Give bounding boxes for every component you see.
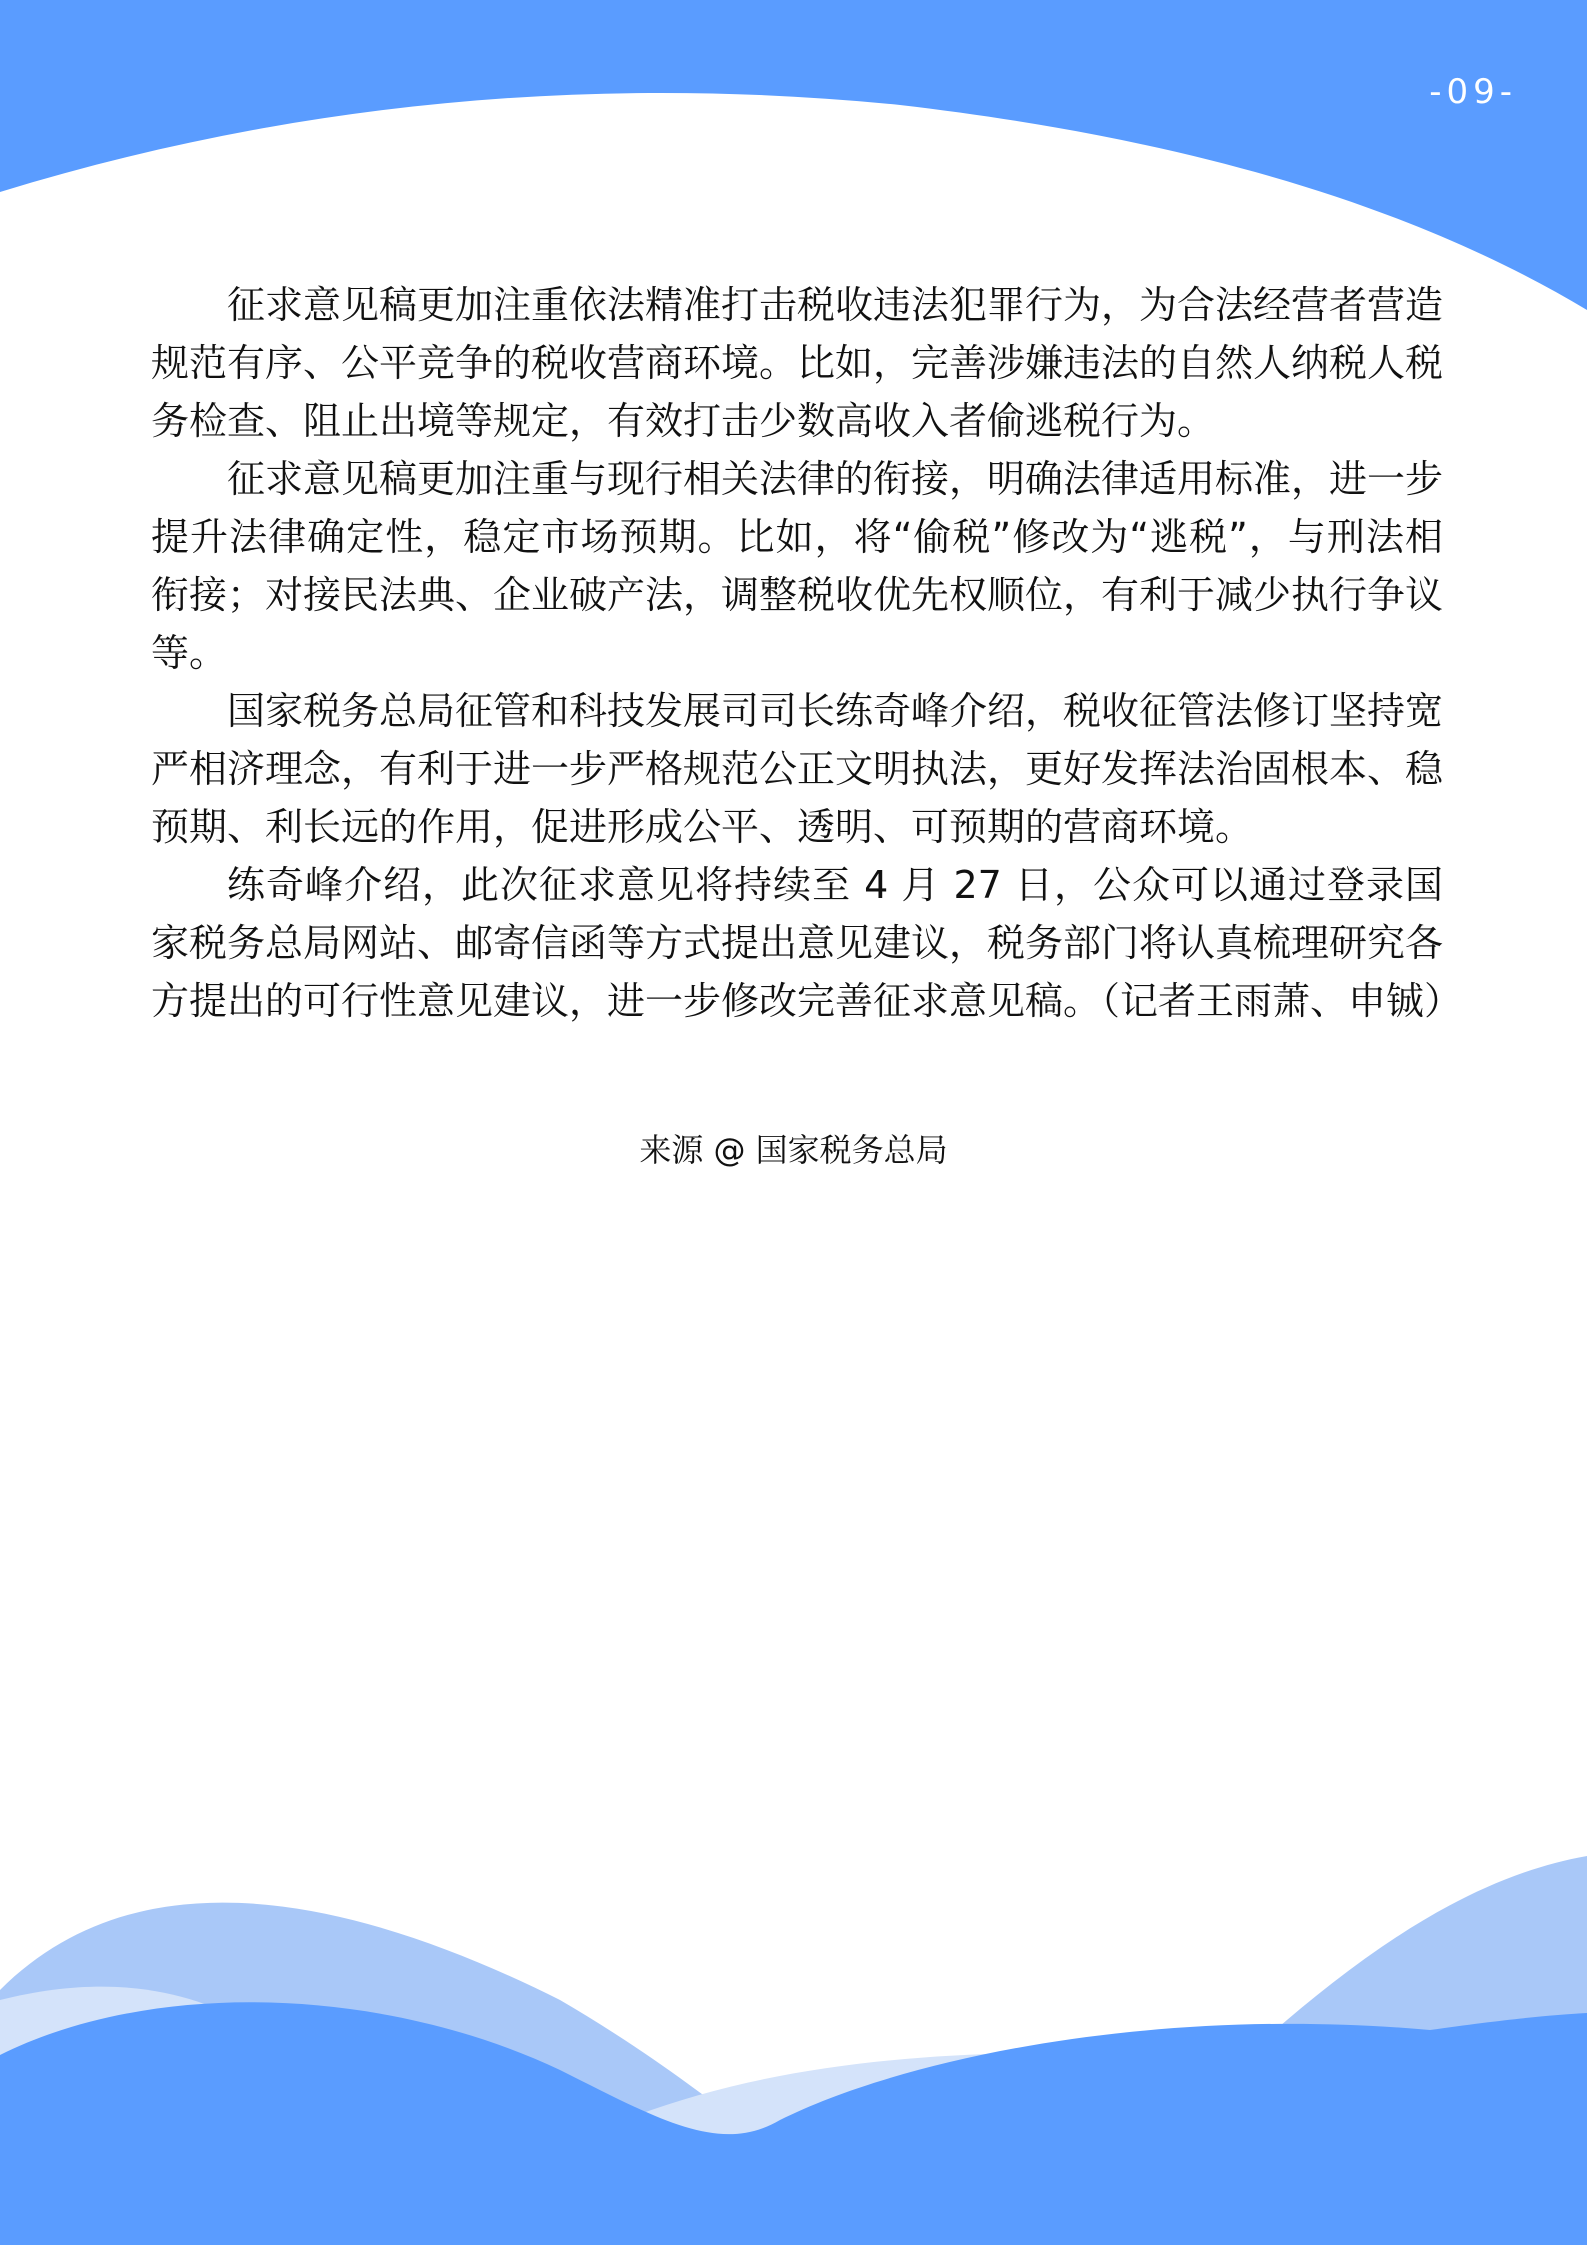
source-credit: 来源 @ 国家税务总局	[639, 1131, 948, 1169]
bottom-wave-decoration	[0, 1800, 1587, 2245]
article-body	[151, 276, 1463, 1030]
page-number: -09-	[1429, 72, 1517, 112]
paragraph-3: 国家税务总局征管和科技发展司司长练奇峰介绍，税收征管法修订坚持宽严相济理念，有利于进一步严格规范公正文明执法，更好发挥法治固根本、稳预期、利长远的作用，促进形成公平、透明、可预期的营商环境。	[151, 689, 1444, 849]
paragraph-2: 征求意见稿更加注重与现行相关法律的衔接，明确法律适用标准，进一步提升法律确定性，稳定市场预期。比如，将“偷税”修改为“逃税”，与刑法相衔接；对接民法典、企业破产法，调整税收优先权顺位，有利于减少执行争议等。	[151, 457, 1444, 675]
paragraph-4: 练奇峰介绍，此次征求意见将持续至 4 月 27 日，公众可以通过登录国家税务总局网站、邮寄信函等方式提出意见建议，税务部门将认真梳理研究各方提出的可行性意见建议，进一步修改完善征求意见稿。（记者王雨萧、申铖）	[151, 863, 1463, 1023]
paragraph-1: 征求意见稿更加注重依法精准打击税收违法犯罪行为，为合法经营者营造规范有序、公平竞争的税收营商环境。比如，完善涉嫌违法的自然人纳税人税务检查、阻止出境等规定，有效打击少数高收入者偷逃税行为。	[151, 283, 1444, 443]
